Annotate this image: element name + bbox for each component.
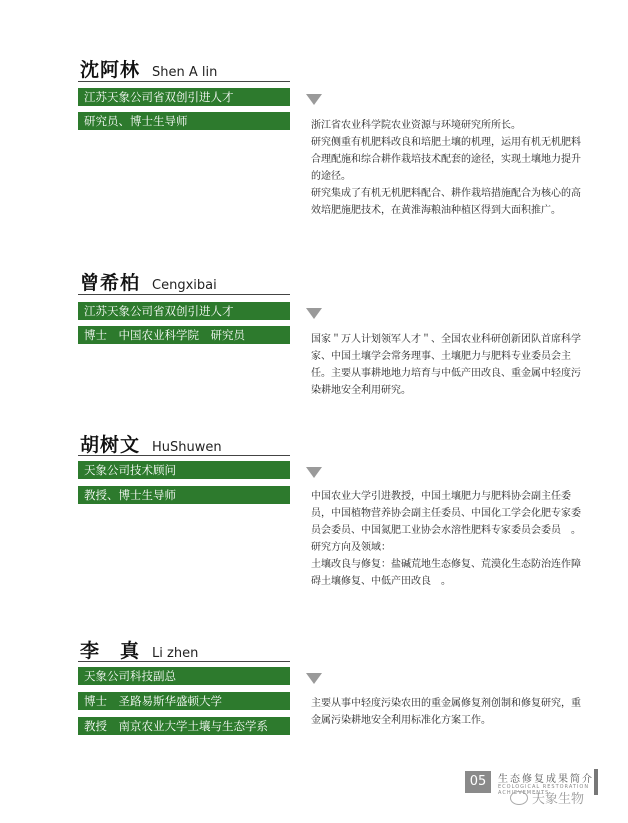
desc-paragraph: 研究方向及领域：: [311, 542, 391, 553]
triangle-down-icon: [306, 673, 322, 684]
triangle-down-icon: [306, 308, 322, 319]
profile-tag: 天象公司科技副总: [78, 667, 290, 685]
footer-bar: [594, 769, 598, 795]
profile-tag: 博士 中国农业科学院 研究员: [78, 326, 290, 344]
page-number: 05: [465, 771, 491, 793]
footer-title: 生态修复成果简介: [498, 774, 594, 785]
desc-paragraph: 国家＂万人计划领军人才＂、全国农业科研创新团队首席科学家、中国土壤学会常务理事、土壤肥力与肥料专业委员会主任。主要从事耕地地力培育与中低产田改良、重金属中轻度污染耕地安全利用研究。: [311, 334, 581, 396]
profile-tag: 江苏天象公司省双创引进人才: [78, 88, 290, 106]
name-underline: [78, 294, 290, 295]
profile-description: [311, 695, 583, 729]
profile-description: [311, 331, 583, 399]
watermark-text: 天象生物: [532, 792, 585, 807]
profile-tag: 天象公司技术顾问: [78, 461, 290, 479]
profile-name-row: [80, 430, 222, 454]
triangle-down-icon: [306, 467, 322, 478]
profile-name-row: [80, 636, 198, 660]
profile-name-en: Shen A lin: [152, 65, 218, 80]
profile-name-en: Li zhen: [152, 646, 199, 661]
profile-description: [311, 488, 583, 590]
profile-name-cn: 李 真: [80, 640, 141, 662]
desc-paragraph: 主要从事中轻度污染农田的重金属修复剂创制和修复研究，重金属污染耕地安全利用标准化方案工作。: [311, 698, 581, 726]
profile-tag: 教授、博士生导师: [78, 486, 290, 504]
profile-name-row: [80, 268, 217, 292]
profile-name-en: Cengxibai: [152, 278, 217, 293]
profile-tag: 研究员、博士生导师: [78, 112, 290, 130]
footer-subtitle: ECOLOGICAL RESTORATION ACHIEVEMENTS: [498, 784, 590, 796]
name-underline: [78, 661, 290, 662]
profile-description: [311, 117, 583, 219]
profile-tag: 博士 圣路易斯华盛顿大学: [78, 692, 290, 710]
profile-tag: 教授 南京农业大学土壤与生态学系: [78, 717, 290, 735]
triangle-down-icon: [306, 94, 322, 105]
profile-name-cn: 沈阿林: [80, 59, 141, 81]
desc-paragraph: 研究侧重有机肥料改良和培肥土壤的机理，运用有机无机肥料合理配施和综合耕作栽培技术配套的途径，实现土壤地力提升的途径。: [311, 137, 581, 182]
profile-tag: 江苏天象公司省双创引进人才: [78, 302, 290, 320]
desc-paragraph: 浙江省农业科学院农业资源与环境研究所所长。: [311, 120, 521, 131]
profile-name-cn: 曾希柏: [80, 272, 141, 294]
desc-paragraph: 中国农业大学引进教授，中国土壤肥力与肥料协会副主任委员，中国植物营养协会副主任委员、中国化工学会化肥专家委员会委员、中国氮肥工业协会水溶性肥料专家委员会委员 。: [311, 491, 581, 536]
desc-paragraph: 研究集成了有机无机肥料配合、耕作栽培措施配合为核心的高效培肥施肥技术，在黄淮海粮油种植区得到大面积推广。: [311, 188, 581, 216]
wechat-icon: [510, 791, 528, 805]
watermark: [510, 788, 584, 807]
profile-name-cn: 胡树文: [80, 434, 141, 456]
profile-name-row: [80, 55, 217, 79]
desc-paragraph: 土壤改良与修复：盐碱荒地生态修复、荒漠化生态防治连作障碍土壤修复、中低产田改良 。: [311, 559, 581, 587]
name-underline: [78, 455, 290, 456]
profile-name-en: HuShuwen: [152, 440, 222, 455]
name-underline: [78, 81, 290, 82]
